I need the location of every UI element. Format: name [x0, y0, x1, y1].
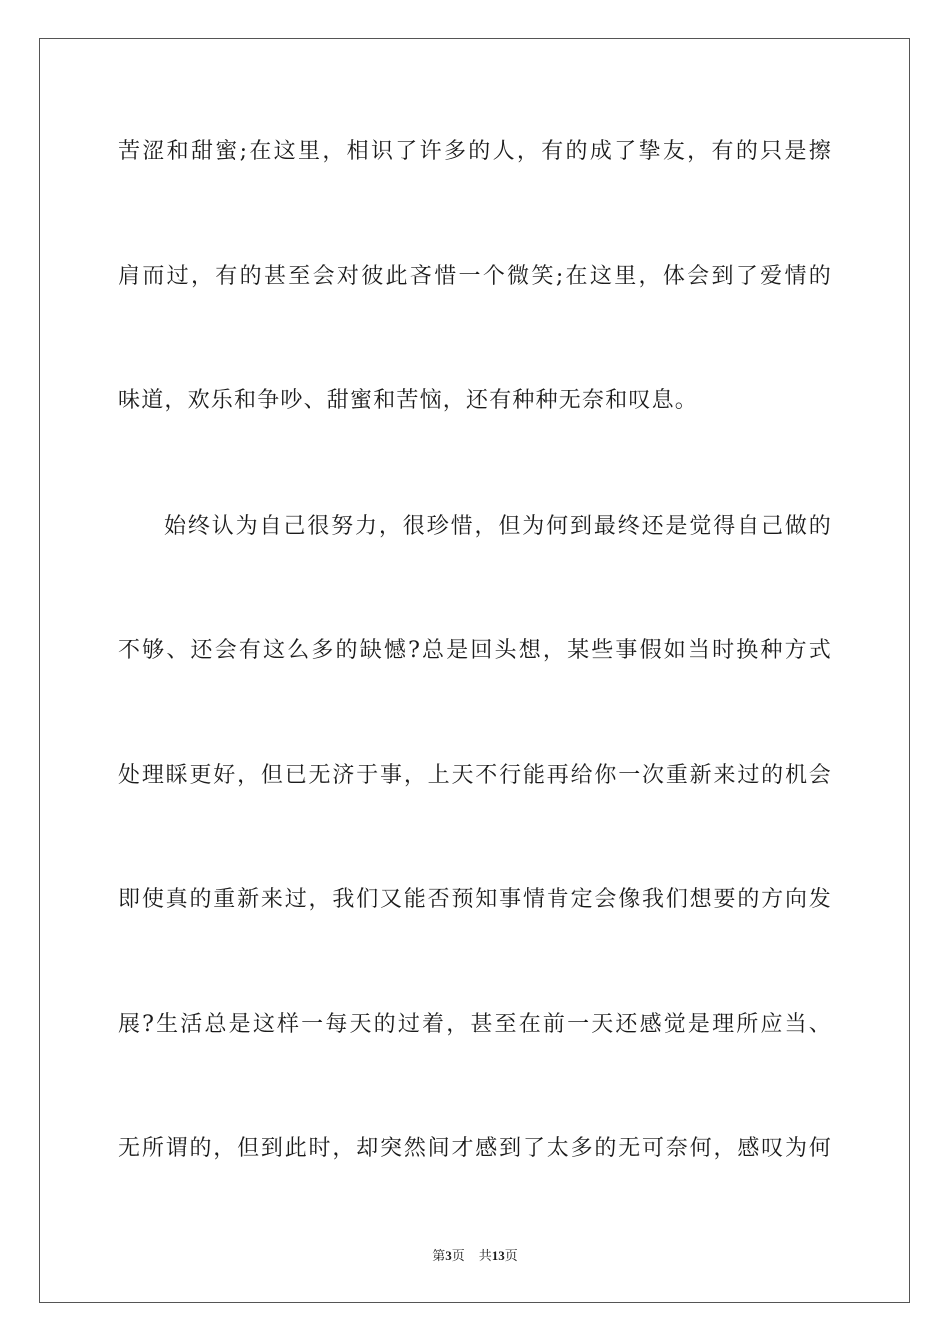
- text-line: 展?生活总是这样一每天的过着，甚至在前一天还感觉是理所应当、: [118, 1012, 832, 1037]
- total-suffix: 页: [504, 1249, 518, 1264]
- paragraph-first-line: 始终认为自己很努力，很珍惜，但为何到最终还是觉得自己做的: [164, 514, 832, 539]
- text-line: 肩而过，有的甚至会对彼此吝惜一个微笑;在这里，体会到了爱情的: [118, 264, 832, 289]
- text-line: 味道，欢乐和争吵、甜蜜和苦恼，还有种种无奈和叹息。: [118, 388, 699, 413]
- page-number: 3: [445, 1248, 452, 1263]
- page-suffix: 页: [451, 1249, 465, 1264]
- page-prefix: 第: [432, 1249, 446, 1264]
- text-line: 不够、还会有这么多的缺憾?总是回头想，某些事假如当时换种方式: [118, 638, 832, 663]
- total-pages: 13: [491, 1248, 505, 1263]
- page-border: [39, 38, 910, 1303]
- text-line: 苦涩和甜蜜;在这里，相识了许多的人，有的成了挚友，有的只是擦: [118, 139, 832, 164]
- text-line: 即使真的重新来过，我们又能否预知事情肯定会像我们想要的方向发: [118, 887, 832, 912]
- total-prefix: 共: [478, 1249, 492, 1264]
- text-line: 无所谓的，但到此时，却突然间才感到了太多的无可奈何，感叹为何: [118, 1136, 832, 1161]
- page-footer: [0, 1247, 950, 1266]
- text-line: 处理睬更好，但已无济于事，上天不行能再给你一次重新来过的机会: [118, 763, 832, 788]
